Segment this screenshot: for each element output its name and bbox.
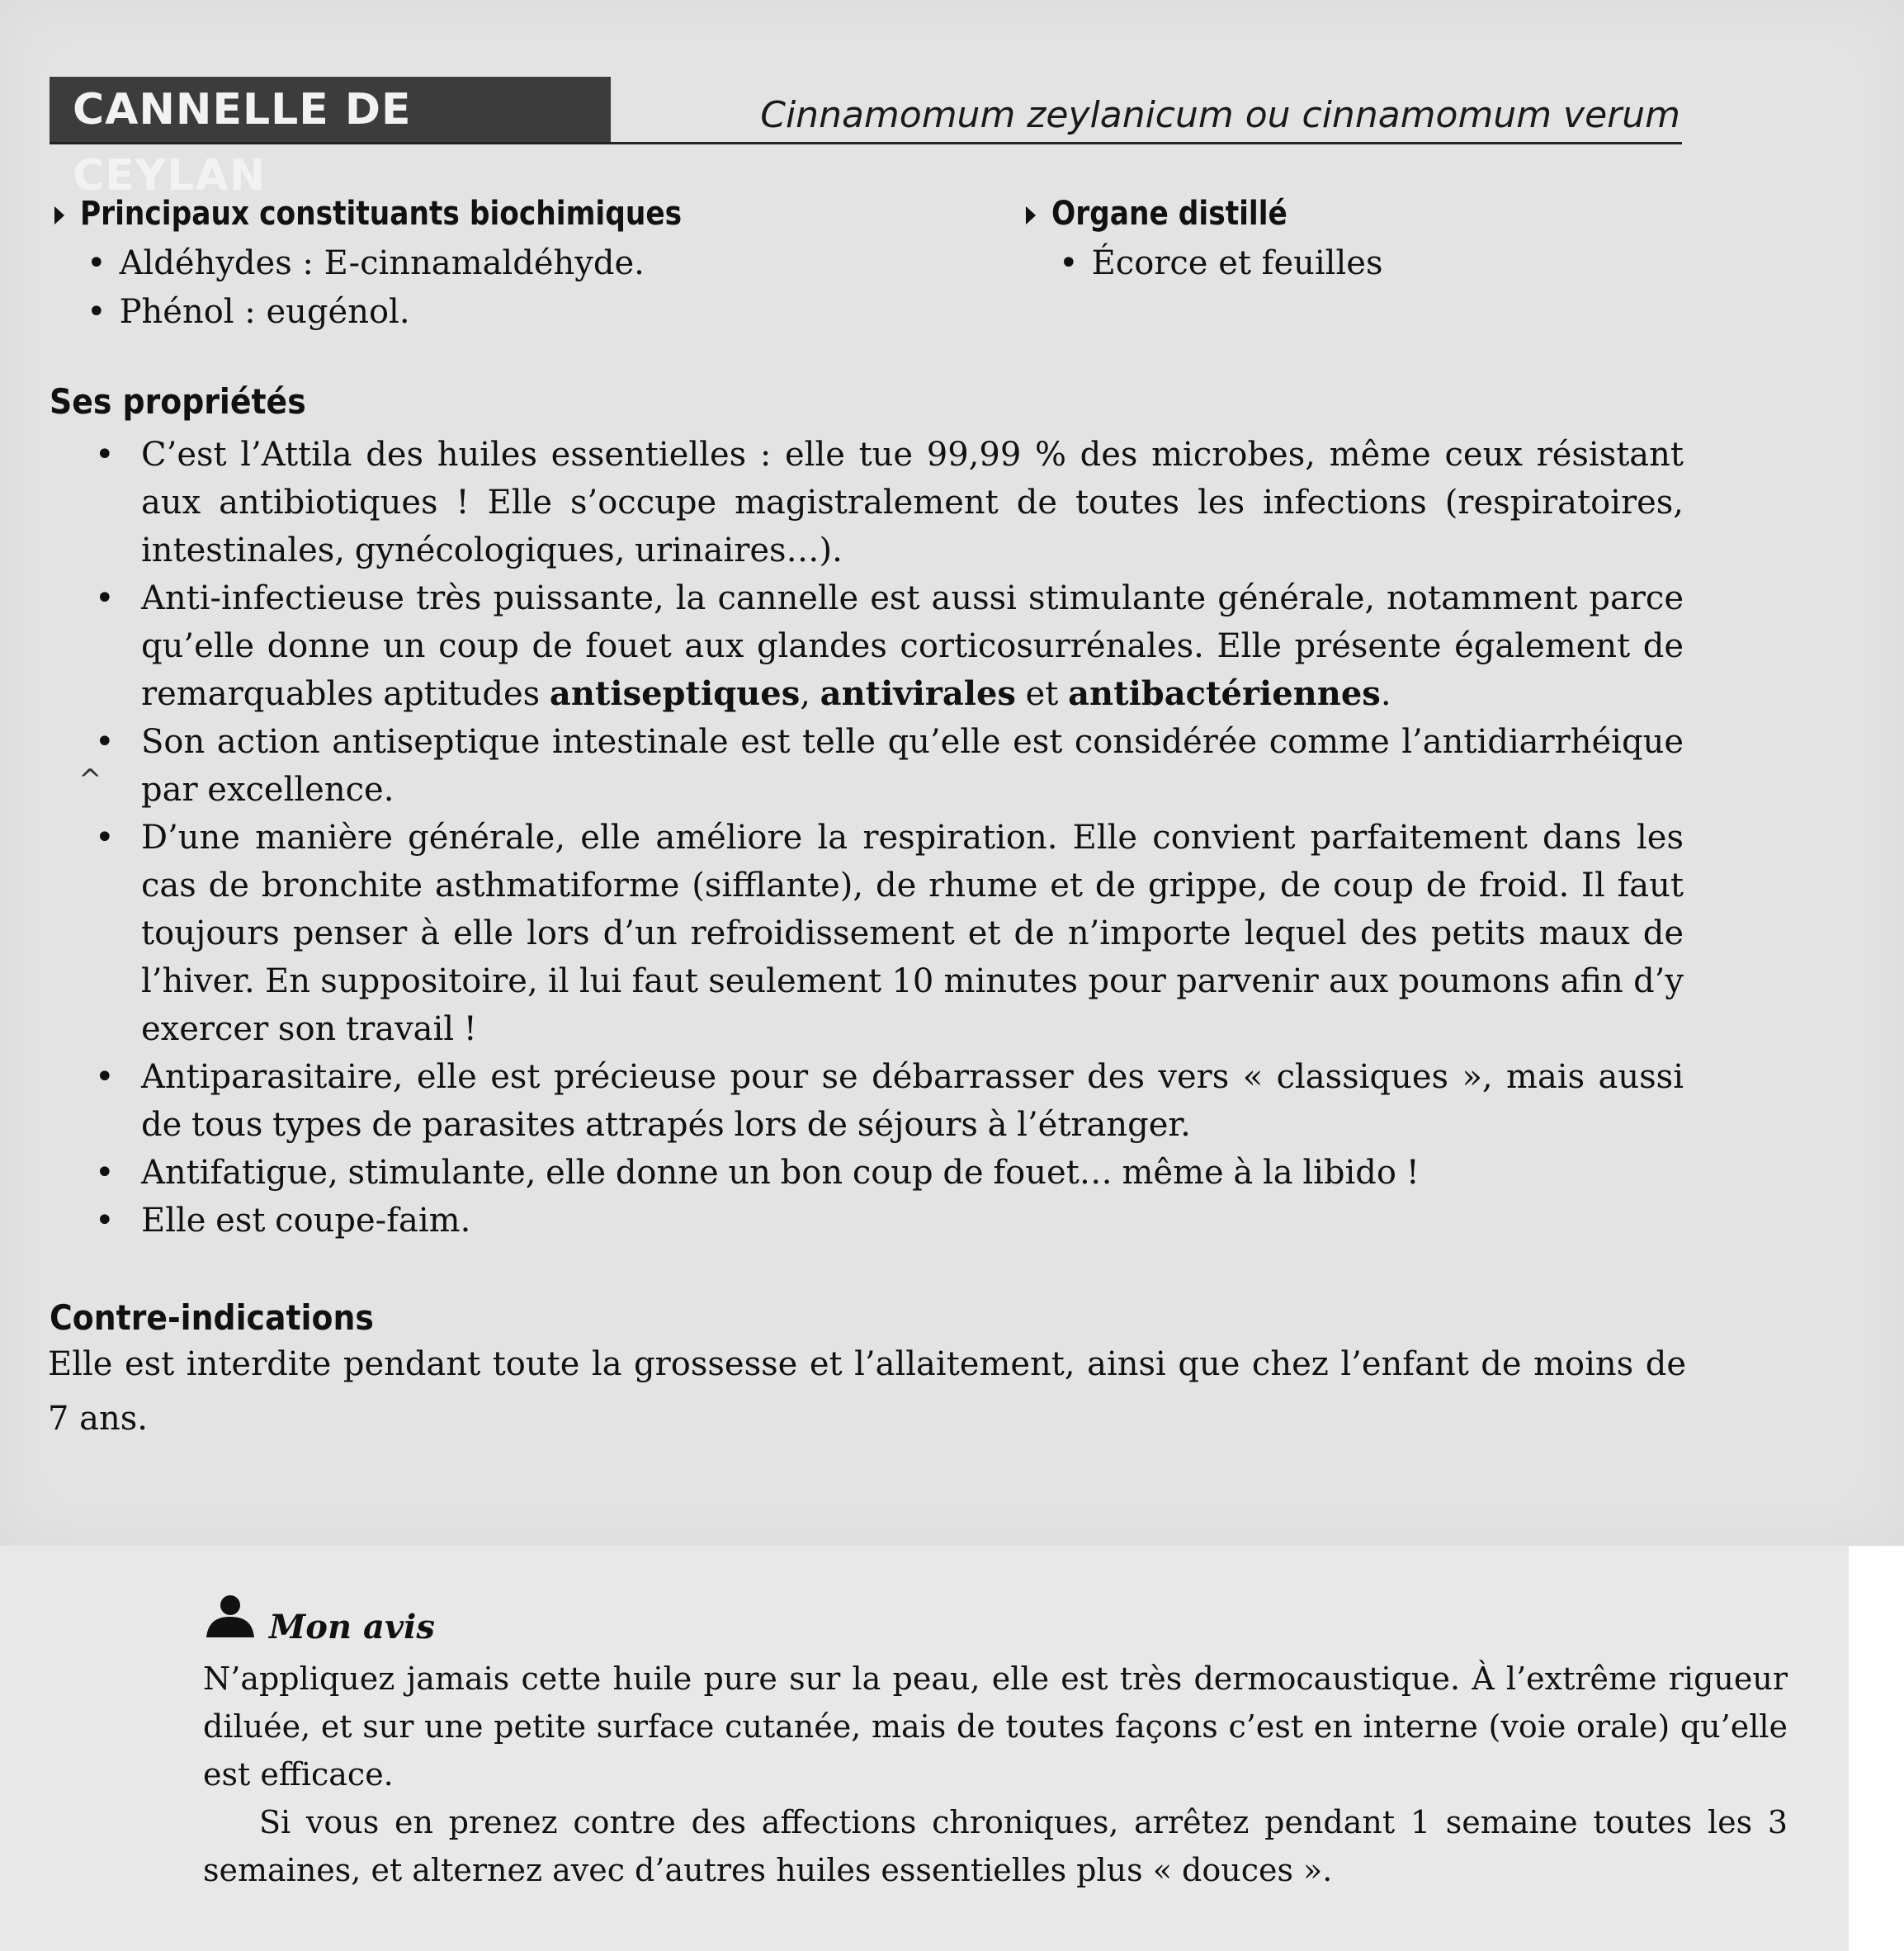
separator: , (800, 675, 820, 713)
separator: et (1015, 675, 1069, 713)
latin-name: Cinnamomum zeylanicum ou cinnamomum verum (760, 94, 1680, 136)
page-title: CANNELLE DE CEYLAN (50, 77, 611, 143)
bold-term: antibactériennes (1068, 674, 1381, 713)
constituents-list (87, 239, 645, 337)
bold-term: antivirales (820, 674, 1016, 713)
list-item: • Son action antiseptique intestinale est telle qu’elle est considérée comme l’antidiarrhéique par excellence. (95, 718, 1684, 814)
caret-mark: ^ (78, 763, 102, 796)
list-item: • Aldéhydes : E-cinnamaldéhyde. (87, 239, 645, 288)
list-item: • C’est l’Attila des huiles essentielles : elle tue 99,99 % des microbes, même ceux résistant aux antibiotiques ! Elle s’occupe magistralement de toutes les infections (respiratoires, intestinales, gynécologiques, urinaires…). (95, 431, 1684, 574)
list-item (95, 574, 1684, 718)
item-end: . (1380, 675, 1391, 713)
list-item: • Antiparasitaire, elle est précieuse pour se débarrasser des vers « classiques », mais aussi de tous types de parasites attrapés lors de séjours à l’étranger. (95, 1053, 1684, 1149)
list-item: • D’une manière générale, elle améliore la respiration. Elle convient parfaitement dans les cas de bronchite asthmatiforme (sifflante), de rhume et de grippe, de coup de froid. Il faut toujours penser à elle lors d’un refroidissement et de n’importe lequel des petits maux de l’hiver. En suppositoire, il lui faut seulement 10 minutes pour parvenir aux poumons afin d’y exercer son travail ! (95, 814, 1684, 1053)
list-item: • Antifatigue, stimulante, elle donne un bon coup de fouet… même à la libido ! (95, 1149, 1684, 1197)
avis-paragraph: N’appliquez jamais cette huile pure sur la peau, elle est très dermocaustique. À l’extrême rigueur diluée, et sur une petite surface cutanée, mais de toutes façons c’est en interne (voie orale) qu’elle est efficace. (203, 1660, 1788, 1793)
header-rule (50, 142, 1682, 144)
contraindications-heading: Contre-indications (50, 1297, 374, 1338)
arrow-right-icon (1026, 206, 1036, 224)
list-item: • Elle est coupe-faim. (95, 1197, 1684, 1245)
bold-term: antiseptiques (549, 674, 801, 713)
avis-title: Mon avis (269, 1608, 435, 1646)
constituents-heading-label: Principaux constituants biochimiques (79, 195, 683, 233)
properties-heading: Ses propriétés (50, 381, 306, 422)
organ-heading-label: Organe distillé (1051, 195, 1287, 233)
person-icon (205, 1594, 256, 1637)
list-item: • Écorce et feuilles (1059, 239, 1382, 288)
arrow-right-icon (54, 206, 64, 224)
properties-list (95, 431, 1684, 1245)
list-item: • Phénol : eugénol. (87, 288, 645, 337)
avis-body (203, 1655, 1788, 1894)
organ-heading (1026, 195, 1287, 233)
contraindications-text: Elle est interdite pendant toute la grossesse et l’allaitement, ainsi que chez l’enfant de moins de 7 ans. (48, 1345, 1686, 1438)
avis-paragraph: Si vous en prenez contre des affections chroniques, arrêtez pendant 1 semaine toutes les 3 semaines, et alternez avec d’autres huiles essentielles plus « douces ». (203, 1804, 1788, 1888)
constituents-heading (54, 195, 682, 233)
organ-list (1059, 239, 1382, 288)
item-text: Anti-infectieuse très puissante, la cannelle est aussi stimulante générale, notamment parce qu’elle donne un coup de fouet aux glandes corticosurrénales. Elle présente également de remarquables aptitudes (141, 579, 1684, 713)
